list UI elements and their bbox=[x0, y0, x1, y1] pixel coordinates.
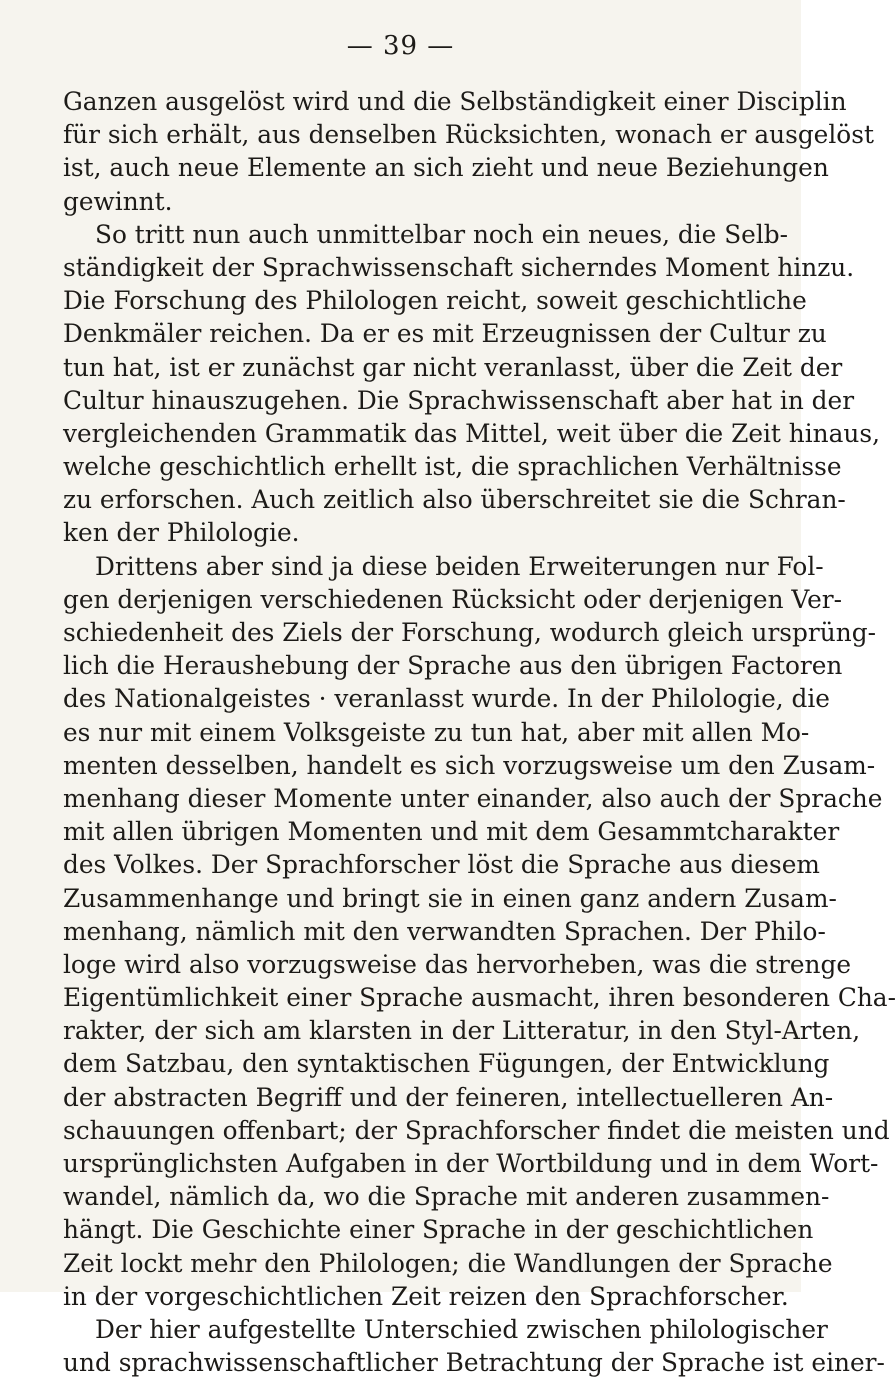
text-line: So tritt nun auch unmittelbar noch ein neues, die Selb- bbox=[95, 219, 789, 249]
text-line: schauungen offenbart; der Sprachforscher findet die meisten und bbox=[63, 1115, 890, 1145]
text-line: hängt. Die Geschichte einer Sprache in der geschichtlichen bbox=[63, 1215, 814, 1245]
text-line: Denkmäler reichen. Da er es mit Erzeugnissen der Cultur zu bbox=[63, 319, 827, 349]
text-line: schiedenheit des Ziels der Forschung, wodurch gleich ursprüng- bbox=[63, 618, 876, 647]
text-line: es nur mit einem Volksgeiste zu tun hat, aber mit allen Mo- bbox=[63, 717, 810, 747]
text-line: der abstracten Begriff und der feineren, intellectuelleren An- bbox=[63, 1082, 834, 1112]
text-line: Der hier aufgestellte Unterschied zwischen philologischer bbox=[95, 1314, 828, 1344]
text-line: ursprünglichsten Aufgaben in der Wortbildung und in dem Wort- bbox=[63, 1149, 879, 1178]
text-line: des Nationalgeistes · veranlasst wurde. In der Philologie, die bbox=[63, 684, 830, 714]
text-line: tun hat, ist er zunächst gar nicht veranlasst, über die Zeit der bbox=[63, 352, 843, 382]
text-line: ständigkeit der Sprachwissenschaft sicherndes Moment hinzu. bbox=[63, 252, 855, 282]
text-line: ken der Philologie. bbox=[63, 518, 300, 548]
text-line: Drittens aber sind ja diese beiden Erweiterungen nur Fol- bbox=[95, 551, 824, 581]
text-line: mit allen übrigen Momenten und mit dem Gesammtcharakter bbox=[63, 817, 840, 847]
text-line: für sich erhält, aus denselben Rücksichten, wonach er ausgelöst bbox=[63, 120, 874, 150]
text-line: menten desselben, handelt es sich vorzugsweise um den Zusam- bbox=[63, 750, 876, 780]
text-line: rakter, der sich am klarsten in der Litteratur, in den Styl-Arten, bbox=[63, 1016, 861, 1046]
text-line: Zusammenhange und bringt sie in einen ganz andern Zusam- bbox=[63, 883, 837, 913]
text-line: wandel, nämlich da, wo die Sprache mit anderen zusammen- bbox=[63, 1182, 830, 1212]
text-line: Cultur hinauszugehen. Die Sprachwissenschaft aber hat in der bbox=[63, 385, 855, 415]
text-line: gewinnt. bbox=[63, 186, 173, 216]
text-line: loge wird also vorzugsweise das hervorheben, was die strenge bbox=[63, 949, 852, 979]
text-line: vergleichenden Grammatik das Mittel, weit über die Zeit hinaus, bbox=[63, 418, 881, 448]
text-line: Die Forschung des Philologen reicht, soweit geschichtliche bbox=[63, 286, 807, 316]
text-line: Zeit lockt mehr den Philologen; die Wandlungen der Sprache bbox=[63, 1248, 833, 1278]
text-line: ist, auch neue Elemente an sich zieht und neue Beziehungen bbox=[63, 153, 829, 183]
text-line: lich die Heraushebung der Sprache aus den übrigen Factoren bbox=[63, 651, 843, 681]
text-line: welche geschichtlich erhellt ist, die sprachlichen Verhältnisse bbox=[63, 452, 842, 482]
text-line: des Volkes. Der Sprachforscher löst die Sprache aus diesem bbox=[63, 850, 820, 880]
text-line: dem Satzbau, den syntaktischen Fügungen, der Entwicklung bbox=[63, 1049, 830, 1079]
text-line: und sprachwissenschaftlicher Betrachtung der Sprache ist einer- bbox=[63, 1348, 885, 1378]
text-line: Eigentümlichkeit einer Sprache ausmacht, ihren besonderen Cha- bbox=[63, 983, 896, 1013]
page-number: — 39 — bbox=[346, 31, 455, 61]
text-line: gen derjenigen verschiedenen Rücksicht oder derjenigen Ver- bbox=[63, 584, 842, 614]
text-line: Ganzen ausgelöst wird und die Selbständigkeit einer Disciplin bbox=[63, 87, 847, 116]
text-line: menhang, nämlich mit den verwandten Sprachen. Der Philo- bbox=[63, 916, 826, 946]
text-line: menhang dieser Momente unter einander, also auch der Sprache bbox=[63, 783, 883, 813]
text-line: zu erforschen. Auch zeitlich also überschreitet sie die Schran- bbox=[63, 485, 846, 515]
body-text bbox=[63, 85, 896, 1379]
text-line: in der vorgeschichtlichen Zeit reizen den Sprachforscher. bbox=[63, 1281, 789, 1311]
